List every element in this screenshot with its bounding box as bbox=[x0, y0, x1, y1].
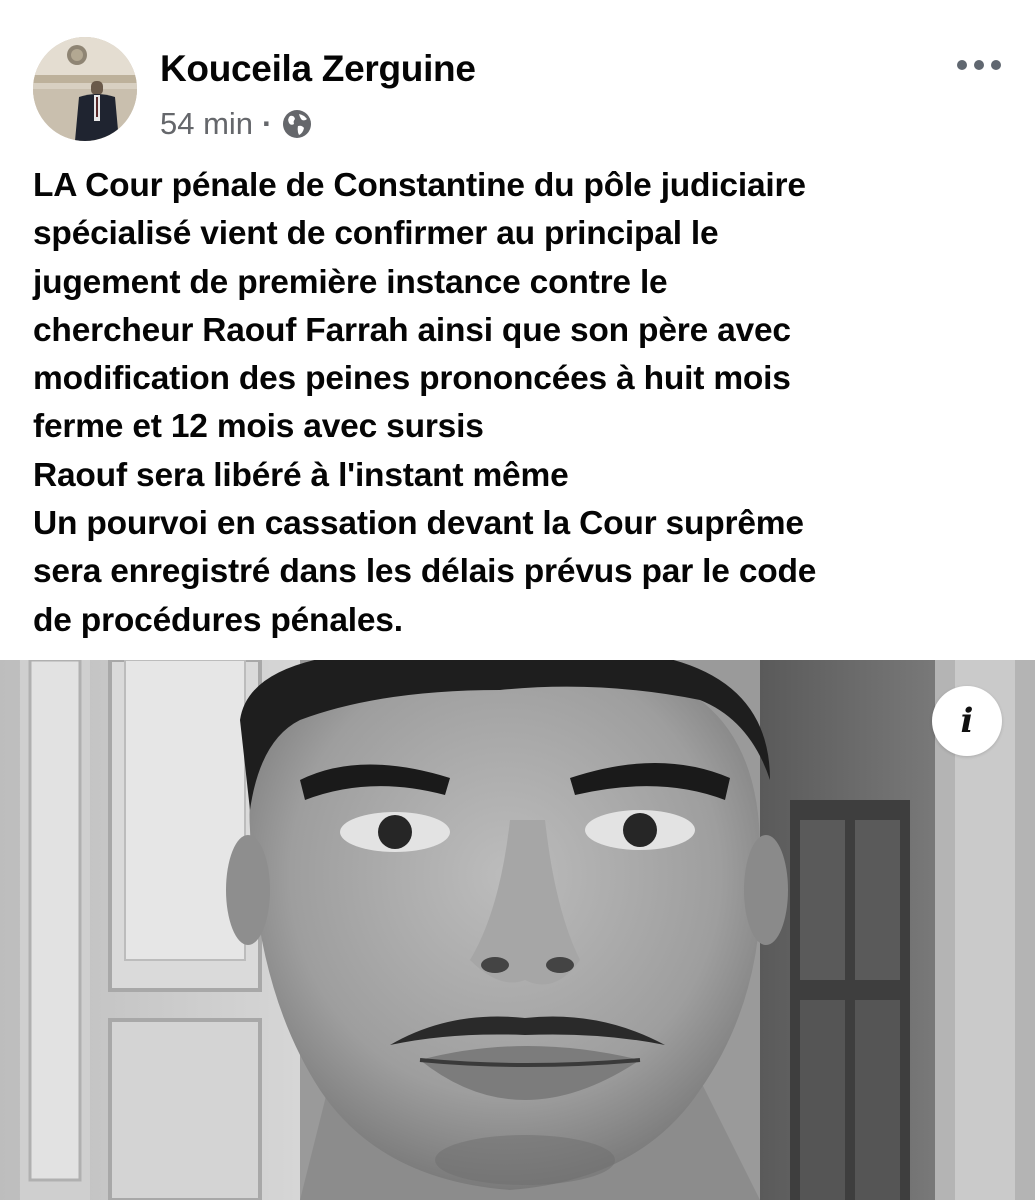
avatar-photo bbox=[33, 37, 137, 141]
more-options-button[interactable] bbox=[948, 50, 1010, 80]
ellipsis-icon bbox=[974, 60, 984, 70]
post-text-line: de procédures pénales. bbox=[33, 601, 403, 639]
portrait-photo bbox=[0, 660, 1035, 1200]
post-text-line: Raouf sera libéré à l'instant même bbox=[33, 456, 569, 494]
ellipsis-icon bbox=[957, 60, 967, 70]
post-text-line: modification des peines prononcées à huit mois bbox=[33, 360, 791, 398]
post-text-line: spécialisé vient de confirmer au principal le bbox=[33, 215, 719, 253]
globe-icon[interactable] bbox=[281, 108, 313, 140]
ellipsis-icon bbox=[991, 60, 1001, 70]
post-text-line: LA Cour pénale de Constantine du pôle judiciaire bbox=[33, 167, 806, 204]
post-meta bbox=[160, 104, 313, 144]
post-text-line: sera enregistré dans les délais prévus par le code bbox=[33, 553, 817, 591]
post-header bbox=[0, 0, 1035, 150]
info-icon: i bbox=[960, 701, 974, 741]
post-body-text bbox=[33, 162, 1018, 645]
post-text-line: Un pourvoi en cassation devant la Cour suprême bbox=[33, 505, 804, 543]
post-text-line: ferme et 12 mois avec sursis bbox=[33, 408, 484, 446]
photo-info-button[interactable] bbox=[932, 686, 1002, 756]
post-timestamp[interactable]: 54 min bbox=[160, 106, 254, 141]
meta-separator: · bbox=[262, 106, 273, 141]
post-text-line: jugement de première instance contre le bbox=[33, 263, 668, 301]
author-avatar[interactable] bbox=[33, 37, 137, 141]
post-photo[interactable] bbox=[0, 660, 1035, 1200]
post-text-line: chercheur Raouf Farrah ainsi que son père avec bbox=[33, 311, 791, 349]
author-name[interactable]: Kouceila Zerguine bbox=[160, 48, 476, 89]
